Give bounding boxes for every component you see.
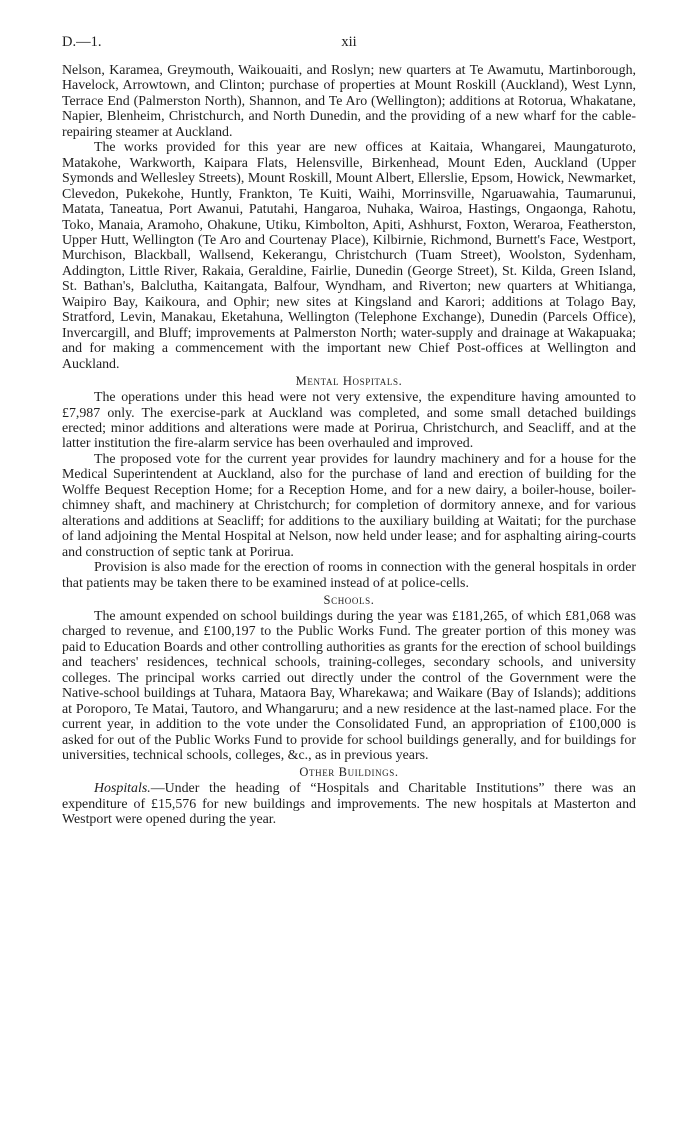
paragraph-mental-hospitals-expenditure: The operations under this head were not very extensive, the expenditure having amounted to £7,987 only. The exercise-park at Auckland was completed, and some small detached buildings erected; minor additions and alterations were made at Porirua, Christchurch, and Seacliff, and at the latter institution the fire-alarm service has been overhauled and improved.	[62, 390, 636, 452]
page-header	[62, 34, 636, 56]
section-heading-mental-hospitals: Mental Hospitals.	[295, 374, 403, 389]
paragraph-schools-expenditure: The amount expended on school buildings during the year was £181,265, of which £81,068 was charged to revenue, and £100,197 to the Public Works Fund. The greater portion of this money was paid to Education Boards and other controlling authorities as grants for the erection of school buildings and teachers' residences, technical schools, training-colleges, secondary schools, and university colleges. The principal works carried out directly under the control of the Government were the Native-school buildings at Tuhara, Mataora Bay, Wharekawa; and Waikare (Bay of Islands); additions at Poroporo, Te Matai, Tautoro, and Whangaruru; and a new residence at the last-named place. For the current year, in addition to the vote under the Consolidated Fund, an appropriation of £100,000 is asked for out of the Public Works Fund to provide for school buildings generally, and for buildings for universities, technical schools, colleges, &c., as in previous years.	[62, 608, 636, 764]
section-heading-other-buildings: Other Buildings.	[299, 765, 399, 780]
paragraph-post-office-works-continued: Nelson, Karamea, Greymouth, Waikouaiti, and Roslyn; new quarters at Te Awamutu, Martinborough, Havelock, Arrowtown, and Clinton; purchase of properties at Mount Roskill (Auckland), West Lynn, Terrace End (Palmerston North), Shannon, and Te Aro (Wellington); additions at Rotorua, Whakatane, Napier, Blenheim, Christchurch, and North Dunedin, and the providing of a new wharf for the cable-repairing steamer at Auckland.	[62, 63, 636, 140]
document-reference: D.—1.	[62, 34, 102, 50]
paragraph-mental-hospitals-proposed-vote: The proposed vote for the current year provides for laundry machinery and for a house for the Medical Superintendent at Auckland, also for the purchase of land and erection of building for the Wolffe Bequest Reception Home; for a Reception Home, and for a new dairy, a boiler-house, boiler-chimney shaft, and machinery at Christchurch; for completion of dormitory annexe, and for various alterations and additions at Seacliff; for additions to the auxiliary building at Waitati; for the purchase of land adjoining the Mental Hospital at Nelson, now held under lease; and for asphalting airing-courts and construction of septic tank at Porirua.	[62, 451, 636, 560]
paragraph-hospitals-text: —Under the heading of “Hospitals and Charitable Institutions” there was an expenditure of £15,576 for new buildings and improvements. The new hospitals at Masterton and Westport were opened during the year.	[62, 781, 636, 828]
section-heading-schools: Schools.	[323, 592, 375, 607]
paragraph-post-office-works-this-year: The works provided for this year are new offices at Kaitaia, Whangarei, Maungaturoto, Matakohe, Warkworth, Kaipara Flats, Helensville, Birkenhead, Mount Eden, Auckland (Upper Symonds and Wellesley Streets), Mount Roskill, Mount Albert, Ellerslie, Epsom, Howick, Newmarket, Clevedon, Pukekohe, Huntly, Frankton, Te Kuiti, Waihi, Morrinsville, Ngaruawahia, Taumarunui, Matata, Taneatua, Port Awanui, Patutahi, Hangaroa, Nuhaka, Wairoa, Hastings, Ongaonga, Rahotu, Toko, Manaia, Aramoho, Ohakune, Utiku, Kimbolton, Apiti, Ashhurst, Foxton, Weraroa, Featherston, Upper Hutt, Wellington (Te Aro and Courtenay Place), Kilbirnie, Richmond, Burnett's Face, Westport, Murchison, Blackball, Wallsend, Kekerangu, Christchurch (Tuam Street), Woolston, Sydenham, Addington, Little River, Rakaia, Geraldine, Fairlie, Dunedin (George Street), St. Kilda, Green Island, St. Bathan's, Balclutha, Kaitangata, Balfour, Wyndham, and Riverton; new quarters at Whitianga, Waipiro Bay, Kaikoura, and Ophir; new sites at Kingsland and Karori; additions at Tolago Bay, Stratford, Levin, Manakau, Eketahuna, Wellington (Telephone Exchange), Dunedin (Parcels Office), Invercargill, and Bluff; improvements at Palmerston North; water-supply and drainage at Wakapuaka; and for making a commencement with the important new Chief Post-offices at Wellington and Auckland.	[62, 140, 636, 372]
paragraph-mental-hospitals-examination-rooms: Provision is also made for the erection of rooms in connection with the general hospitals in order that patients may be taken there to be examined instead of at police-cells.	[62, 560, 636, 591]
page-number: xii	[341, 34, 357, 50]
paragraph-hospitals	[62, 781, 636, 827]
paragraph-lead-hospitals: Hospitals.	[94, 781, 151, 797]
document-body	[62, 63, 636, 828]
